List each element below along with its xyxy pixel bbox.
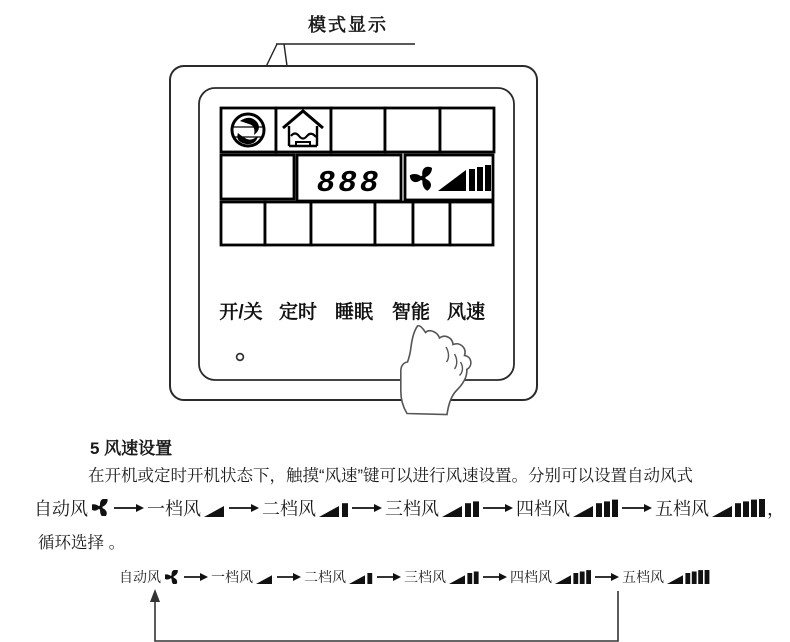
section-heading: 5 风速设置 bbox=[90, 439, 173, 458]
lcd-cell bbox=[221, 155, 294, 199]
fan-level-icon bbox=[573, 499, 618, 517]
sequence-item-label: 二档风 bbox=[262, 498, 316, 519]
lcd-cell bbox=[331, 108, 385, 152]
lcd-cell bbox=[265, 202, 311, 245]
fan-level-icon bbox=[442, 499, 479, 517]
touch-key-fanspeed[interactable]: 风速 bbox=[446, 302, 486, 323]
lcd-cell bbox=[375, 202, 413, 245]
sequence-item-label: 一档风 bbox=[147, 498, 201, 519]
section-body-text: 在开机或定时开机状态下，触摸“风速”键可以进行风速设置。分别可以设置自动风式 bbox=[88, 467, 693, 485]
mode-display-label: 模式显示 bbox=[308, 15, 388, 35]
arrow-icon bbox=[622, 503, 652, 513]
fan-globe-mode-icon bbox=[231, 114, 265, 146]
lcd-cell bbox=[450, 202, 493, 245]
touch-key-sleep[interactable]: 睡眠 bbox=[334, 302, 374, 323]
power-led bbox=[237, 354, 244, 361]
lcd-cell bbox=[413, 202, 450, 245]
sequence-item-label: 自动风 bbox=[34, 498, 88, 519]
sequence-item-label: 自动风 bbox=[119, 568, 161, 585]
sequence-item-label: 四档风 bbox=[516, 498, 570, 519]
fan-level-icon bbox=[319, 499, 348, 517]
arrow-icon bbox=[483, 503, 513, 513]
settings-section bbox=[0, 434, 790, 553]
fan-icon bbox=[92, 499, 109, 516]
cycle-diagram bbox=[0, 565, 790, 642]
fan-level-icon bbox=[712, 499, 765, 517]
loop-note-text: 循环选择 。 bbox=[38, 533, 126, 552]
arrow-icon bbox=[229, 503, 259, 513]
touch-key-timer[interactable]: 定时 bbox=[278, 302, 318, 323]
lcd-cell bbox=[311, 202, 375, 245]
sequence-suffix: ， bbox=[767, 498, 785, 519]
touch-key-power[interactable]: 开/关 bbox=[219, 302, 263, 323]
sequence-item-label: 五档风 bbox=[655, 498, 709, 519]
arrow-icon bbox=[352, 503, 382, 513]
touch-key-smart[interactable]: 智能 bbox=[391, 302, 431, 323]
sequence-item-label: 四档风 bbox=[510, 568, 552, 585]
sequence-item-label: 三档风 bbox=[385, 498, 439, 519]
lcd-cell bbox=[221, 202, 265, 245]
temperature-display: 888 bbox=[316, 166, 382, 201]
lcd-cell bbox=[385, 108, 440, 152]
fan-level-icon bbox=[204, 499, 225, 517]
sequence-item-label: 二档风 bbox=[304, 568, 346, 585]
arrow-icon bbox=[114, 503, 144, 513]
cycle-loop-arrow bbox=[0, 565, 790, 642]
fan-speed-sequence bbox=[33, 495, 790, 521]
lcd-cell bbox=[440, 108, 494, 152]
sequence-item-label: 五档风 bbox=[622, 568, 664, 585]
sequence-item-label: 三档风 bbox=[404, 568, 446, 585]
sequence-item-label: 一档风 bbox=[211, 568, 253, 585]
